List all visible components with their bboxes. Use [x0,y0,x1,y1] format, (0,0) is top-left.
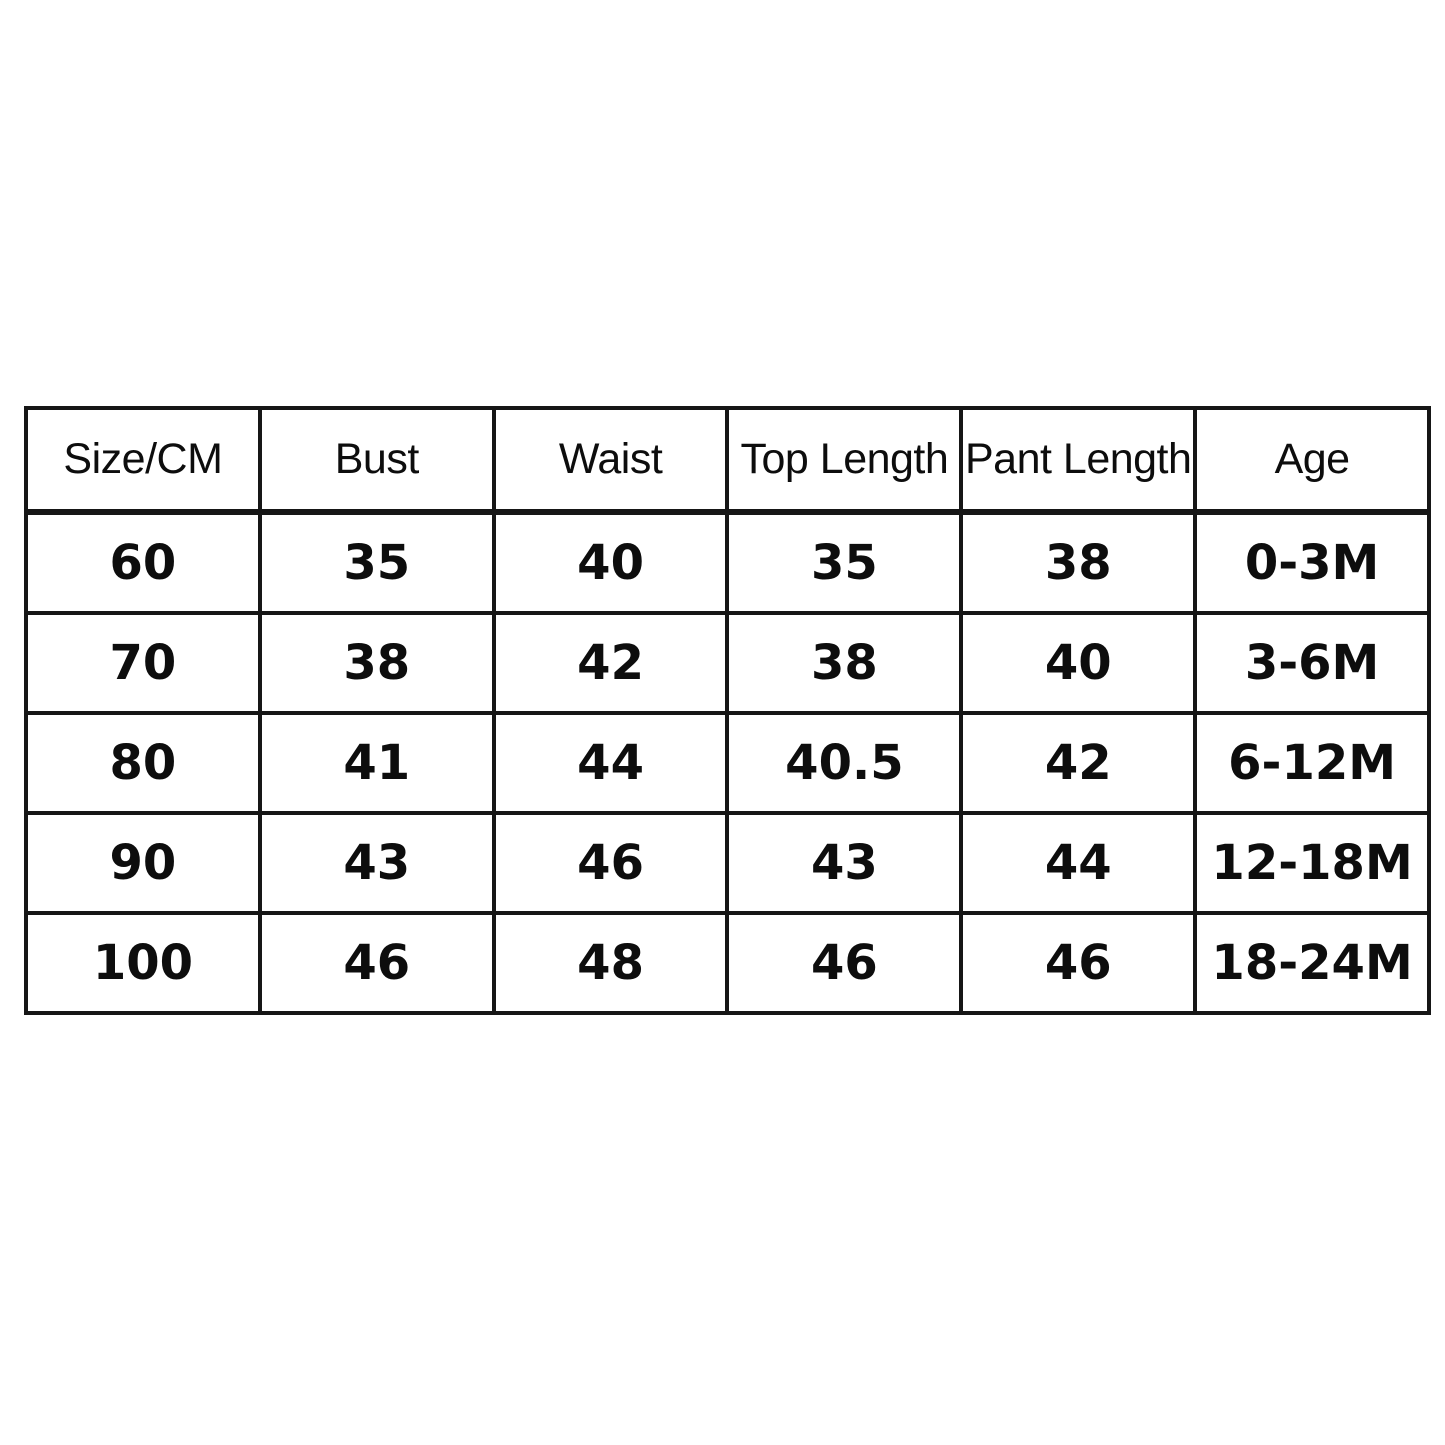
cell-bust: 41 [260,713,494,813]
header-age: Age [1195,408,1429,512]
cell-top-length: 40.5 [727,713,961,813]
cell-age: 18-24M [1195,913,1429,1013]
cell-waist: 46 [494,813,728,913]
cell-pant-length: 38 [961,512,1195,613]
cell-pant-length: 42 [961,713,1195,813]
cell-size: 70 [26,613,260,713]
table-row [26,613,1429,713]
cell-waist: 44 [494,713,728,813]
cell-top-length: 38 [727,613,961,713]
size-chart-table [24,406,1431,1015]
table-row [26,512,1429,613]
cell-size: 100 [26,913,260,1013]
header-waist: Waist [494,408,728,512]
cell-top-length: 46 [727,913,961,1013]
cell-top-length: 35 [727,512,961,613]
cell-waist: 40 [494,512,728,613]
header-bust: Bust [260,408,494,512]
cell-bust: 35 [260,512,494,613]
cell-pant-length: 40 [961,613,1195,713]
cell-bust: 43 [260,813,494,913]
cell-age: 3-6M [1195,613,1429,713]
cell-age: 12-18M [1195,813,1429,913]
header-size-cm: Size/CM [26,408,260,512]
cell-size: 90 [26,813,260,913]
table-row [26,713,1429,813]
cell-bust: 38 [260,613,494,713]
cell-age: 0-3M [1195,512,1429,613]
cell-age: 6-12M [1195,713,1429,813]
header-row [26,408,1429,512]
header-pant-length: Pant Length [961,408,1195,512]
cell-size: 80 [26,713,260,813]
table-row [26,913,1429,1013]
cell-bust: 46 [260,913,494,1013]
cell-top-length: 43 [727,813,961,913]
cell-pant-length: 44 [961,813,1195,913]
cell-waist: 42 [494,613,728,713]
cell-size: 60 [26,512,260,613]
table-row [26,813,1429,913]
cell-pant-length: 46 [961,913,1195,1013]
header-top-length: Top Length [727,408,961,512]
cell-waist: 48 [494,913,728,1013]
